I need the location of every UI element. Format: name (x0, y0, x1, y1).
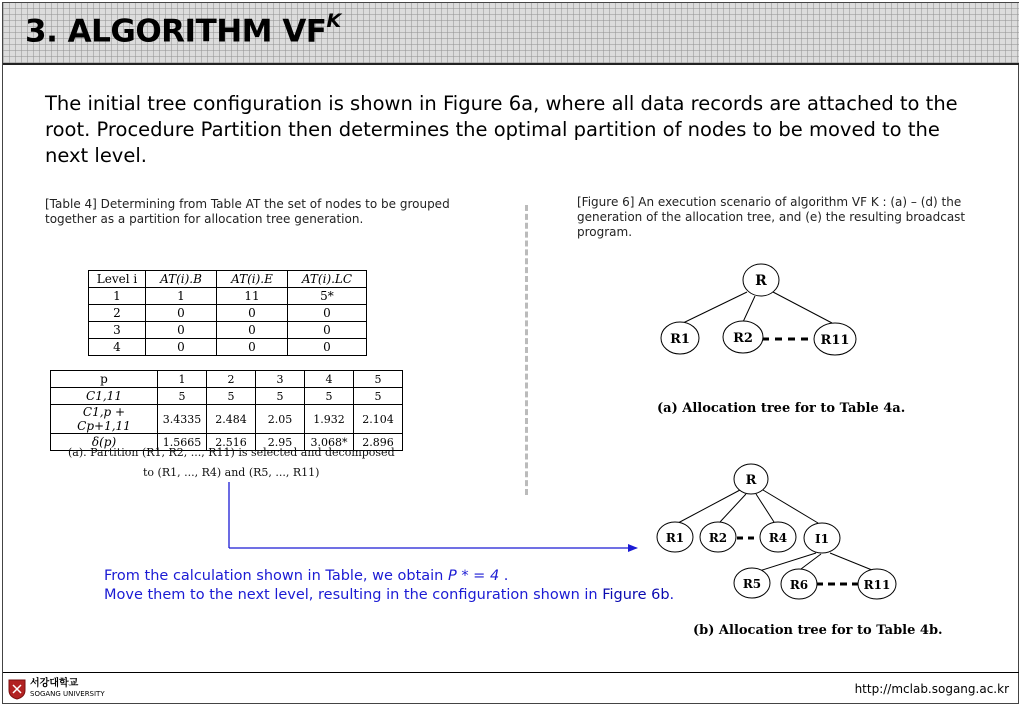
table-row: δ(p) 1.5665 2.516 2.95 3.068* 2.896 (51, 434, 403, 451)
tree-node-label: R5 (742, 577, 762, 591)
table-row: p 1 2 3 4 5 (51, 371, 403, 388)
partition-note-line1: (a). Partition (R1, R2, ..., R11) is selected and decomposed (68, 446, 395, 459)
table-header-row: Level i AT(i).B AT(i).E AT(i).LC (89, 271, 367, 288)
table-row: C1,11 5 5 5 5 5 (51, 388, 403, 405)
tree-node-label: R2 (708, 531, 728, 545)
figure-a-tree (657, 264, 905, 416)
tree-node-label: R (745, 473, 757, 488)
figure-a-label: (a) Allocation tree for to Table 4a. (657, 401, 906, 416)
table-row: C1,p + Cp+1,11 3.4335 2.484 2.05 1.932 2.104 (51, 405, 403, 434)
tree-node-label: R (755, 273, 767, 289)
tree-node-label: I1 (815, 532, 829, 546)
table-row: 4 0 0 0 (89, 339, 367, 356)
footer-divider (3, 672, 1019, 673)
tree-node-label: R11 (820, 333, 850, 348)
intro-paragraph: The initial tree configuration is shown in Figure 6a, where all data records are attached to the root. Procedure Partition then determines the optimal partition of nodes to be moved to the next level. (45, 92, 958, 167)
table4-caption: [Table 4] Determining from Table AT the set of nodes to be grouped together as a partition for allocation tree generation. (45, 197, 450, 226)
tree-node-label: R2 (733, 331, 753, 346)
table-row: 1 1 11 5* (89, 288, 367, 305)
tree-node-label: R6 (789, 578, 809, 592)
arrow-connector (229, 482, 638, 552)
slide-title: 3. ALGORITHM $VF^K$ (25, 10, 341, 50)
tree-node-label: R11 (863, 578, 891, 592)
tree-node-label: R4 (768, 531, 788, 545)
partition-note-line2: to (R1, ..., R4) and (R5, ..., R11) (143, 466, 320, 479)
university-logo: 서강대학교 SOGANG UNIVERSITY (8, 678, 105, 700)
tree-node-label: R1 (665, 531, 685, 545)
shield-icon (8, 678, 26, 700)
figure-b-label: (b) Allocation tree for to Table 4b. (693, 623, 943, 638)
figure-b-tree (657, 464, 943, 638)
table-row: 2 0 0 0 (89, 305, 367, 322)
calculation-note: From the calculation shown in Table, we obtain P * = 4 . Move them to the next level, resulting in the configuration shown in Figure 6b. (104, 568, 675, 603)
table-row: 3 0 0 0 (89, 322, 367, 339)
figure6-caption: [Figure 6] An execution scenario of algorithm VF K : (a) – (d) the generation of the allocation tree, and (e) the resulting broadcast program. (577, 195, 966, 239)
footer-url[interactable]: http://mclab.sogang.ac.kr (854, 682, 1009, 696)
tree-node-label: R1 (670, 332, 690, 347)
